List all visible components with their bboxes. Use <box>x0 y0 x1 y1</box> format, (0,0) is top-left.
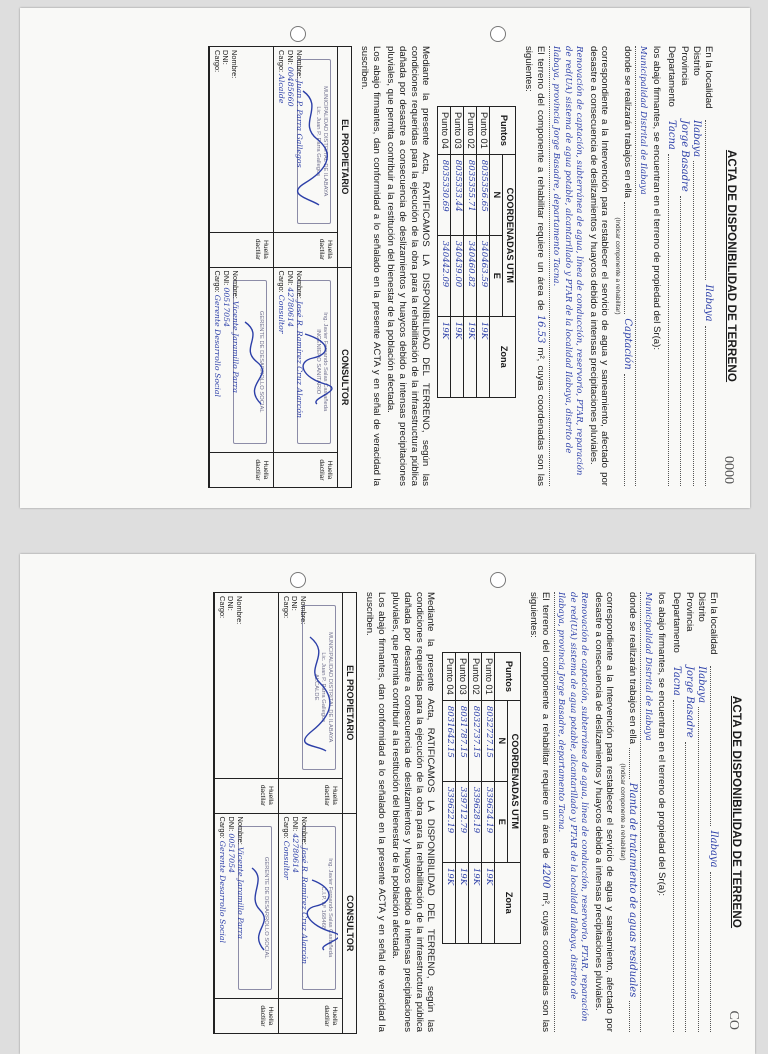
area-line <box>527 592 551 1032</box>
n-cell: 8031642.15 <box>443 700 456 781</box>
stamp-cip: C.I.P. Nº 168468 <box>320 886 327 930</box>
trabajos-line <box>626 592 638 1032</box>
stamp-municipalidad: MUNICIPALIDAD DISTRITAL DE ILABAYA <box>322 86 329 197</box>
table-row <box>469 653 482 944</box>
localidad-line <box>707 592 719 1032</box>
provincia-label: Provincia <box>678 46 690 86</box>
localidad-value: Ilabaya <box>707 830 719 868</box>
col-e: E <box>495 781 508 862</box>
punto-cell: Punto 02 <box>469 653 482 701</box>
trabajos-line <box>621 46 633 486</box>
n-cell: 8035330.69 <box>438 154 451 235</box>
departamento-line <box>665 46 677 486</box>
nombre-label: Nombre: <box>236 816 246 845</box>
zona-cell: 19K <box>477 316 490 397</box>
zona-cell: 19K <box>482 862 495 943</box>
acta-title: ACTA DE DISPONIBILIDAD DE TERRENO <box>725 149 737 383</box>
stamp-desarrollo: GERENTE DE DESARROLLO SOCIAL <box>263 856 270 959</box>
cargo-label: Cargo: <box>277 50 287 73</box>
departamento-label: Departamento <box>671 592 683 653</box>
componente-value: Captación <box>622 318 634 370</box>
propietario-value: Municipalidad Distrital de Ilabaya <box>640 592 652 1032</box>
coordinates-table <box>442 652 521 944</box>
owner-signature-box <box>278 593 342 813</box>
provincia-label: Provincia <box>683 592 695 632</box>
consultor-cargo: Consultor <box>277 294 287 334</box>
stamp-ingeniero-cargo: INGENIERO SANITARIO <box>315 329 322 395</box>
nombre-label: Nombre: <box>231 270 241 299</box>
huella-box: Huella dactilar <box>274 452 337 487</box>
distrito-line <box>690 46 702 486</box>
dni-label: DNI: <box>222 270 232 286</box>
acta-content <box>203 554 755 1054</box>
signature-table <box>213 592 357 1034</box>
area-pre: El terreno del componente a rehabilitar requiere un área de <box>535 46 547 311</box>
owner-column <box>214 593 356 814</box>
cargo-label: Cargo: <box>213 270 223 293</box>
localidad-line <box>702 46 714 486</box>
e-cell: 339624.19 <box>482 781 495 862</box>
consultor-nombre: José R. Ramírez Cruz Alarcón <box>300 846 310 965</box>
n-cell: 8035333.44 <box>451 154 464 235</box>
signature-scrawl <box>237 318 267 408</box>
departamento-line <box>670 592 682 1032</box>
descripcion-value: Renovación de captación, subterránea de agua, línea de conducción, reservorio, PTAR, reparación de red(UA) sistema de agua potable, alcantarillado y PTAR de la localidad Ilabaya, distrito de Ilabaya, provincia Jorge Basadre, departamento Tacna. <box>549 46 584 486</box>
consultor-dni: 42780614 <box>286 287 296 328</box>
signature-scrawl <box>242 864 272 954</box>
distrito-label: Distrito <box>695 592 707 622</box>
signature-scrawl <box>304 874 338 954</box>
punto-cell: Punto 01 <box>477 107 490 155</box>
owner-cargo: Alcalde <box>277 74 287 104</box>
area-pre: El terreno del componente a rehabilitar requiere un área de <box>540 592 552 859</box>
stamp-alcalde: Lic. Juan P. Parra Gallegos <box>320 652 327 723</box>
table-row <box>464 107 477 398</box>
table-row <box>451 107 464 398</box>
huella-box: Huella dactilar <box>210 452 273 487</box>
huella-box: Huella dactilar <box>279 998 342 1033</box>
acta-title: ACTA DE DISPONIBILIDAD DE TERRENO <box>730 695 742 929</box>
consultor-nombre: José R. Ramírez Cruz Alarcón <box>295 300 305 419</box>
table-row <box>438 107 451 398</box>
propietario-heading: EL PROPIETARIO <box>342 593 356 813</box>
col-coordenadas: COORDENADAS UTM <box>503 154 516 316</box>
cargo-label: Cargo: <box>212 50 222 73</box>
firmantes-text: los abajo firmantes, se encuentran en el terreno de propiedad del Sr(a): <box>656 592 668 896</box>
e-cell: 339712.79 <box>456 781 469 862</box>
cargo-label: Cargo: <box>282 816 292 839</box>
zona-cell: 19K <box>464 316 477 397</box>
abajo-text: Los abajo firmantes, dan conformidad a lo señalado en la presente ACTA y en señal de veracidad la suscriben. <box>363 592 387 1032</box>
rotated-page <box>20 554 755 1054</box>
zona-cell: 19K <box>443 862 456 943</box>
abajo-text: Los abajo firmantes, dan conformidad a lo señalado en la presente ACTA y en señal de veracidad la suscriben. <box>358 46 382 486</box>
cargo-label: Cargo: <box>281 596 291 619</box>
huella-box: Huella dactilar <box>215 998 278 1033</box>
table-row <box>477 107 490 398</box>
stamp-ingeniero: Ing. Javier Fernando Salas Castañeda <box>327 858 334 958</box>
area-post: m², cuyas coordenadas son las siguientes: <box>528 592 552 1032</box>
zona-cell: 19K <box>456 862 469 943</box>
n-cell: 8031787.15 <box>456 700 469 781</box>
acta-content <box>198 8 750 508</box>
dni-label: DNI: <box>286 270 296 286</box>
consultor-cargo: Consultor <box>282 840 292 880</box>
e-cell: 340460.82 <box>464 235 477 316</box>
distrito-value: Ilabaya <box>690 120 702 158</box>
social-cargo: Gerente Desarrollo Social <box>213 294 223 398</box>
e-cell: 340442.09 <box>438 235 451 316</box>
indicar-note: (Indicar componente a rehabilitar) <box>619 763 627 861</box>
departamento-value: Tacna <box>671 666 683 696</box>
punto-cell: Punto 03 <box>456 653 469 701</box>
col-coordenadas: COORDENADAS UTM <box>508 700 521 862</box>
consultor-column <box>209 268 351 488</box>
huella-box: Huella dactilar <box>274 232 337 267</box>
distrito-value: Ilabaya <box>695 666 707 704</box>
zona-cell: 19K <box>469 862 482 943</box>
col-zona: Zona <box>495 862 521 943</box>
e-cell: 339628.19 <box>469 781 482 862</box>
col-n: N <box>490 154 503 235</box>
dni-label: DNI: <box>227 816 237 832</box>
dni-label: DNI: <box>291 816 301 832</box>
distrito-label: Distrito <box>690 46 702 76</box>
huella-box: Huella dactilar <box>215 778 278 813</box>
e-cell: 340439.00 <box>451 235 464 316</box>
social-dni: 00517054 <box>227 833 237 874</box>
punto-cell: Punto 02 <box>464 107 477 155</box>
stamp-municipalidad: MUNICIPALIDAD DISTRITAL DE ILABAYA <box>327 632 334 743</box>
col-n: N <box>495 700 508 781</box>
descripcion-value: Renovación de captación, subterránea de agua, línea de conducción, reservorio, PTAR, reparación de red(UA) sistema de agua potable, alcantarillado y PTAR de la localidad Ilabaya, distrito de Ilabaya, provincia Jorge Basadre, departamento Tacna. <box>554 592 589 1032</box>
nombre-label: Nombre: <box>229 50 239 79</box>
propietario-value: Municipalidad Distrital de Ilabaya <box>635 46 647 486</box>
provincia-value: Jorge Basadre <box>683 666 695 738</box>
col-zona: Zona <box>490 316 516 397</box>
consultor-signature-box <box>273 268 337 488</box>
provincia-value: Jorge Basadre <box>678 120 690 192</box>
distrito-line <box>695 592 707 1032</box>
punto-cell: Punto 04 <box>443 653 456 701</box>
social-nombre: Vicente Jaramillo Parra <box>236 846 246 939</box>
dni-label: DNI: <box>226 596 236 611</box>
n-cell: 8035356.65 <box>477 154 490 235</box>
nombre-label: Nombre: <box>298 596 308 625</box>
area-post: m², cuyas coordenadas son las siguientes: <box>523 46 547 487</box>
localidad-value: Ilabaya <box>702 284 714 322</box>
folio-number: 0000 <box>721 456 736 484</box>
consultor-heading: CONSULTOR <box>337 268 351 488</box>
zona-cell: 19K <box>438 316 451 397</box>
dni-label: DNI: <box>286 50 296 65</box>
other-signature-box <box>214 593 278 813</box>
departamento-label: Departamento <box>666 46 678 107</box>
n-cell: 8032727.15 <box>482 700 495 781</box>
rotated-page <box>20 8 750 508</box>
social-nombre: Vicente Jaramillo Parra <box>231 300 241 393</box>
signature-scrawl <box>299 328 333 408</box>
nombre-label: Nombre: <box>295 50 305 79</box>
huella-box: Huella dactilar <box>210 232 273 267</box>
owner-column <box>209 47 351 268</box>
provincia-line <box>682 592 694 1032</box>
dni-label: DNI: <box>221 50 231 65</box>
localidad-label: En la localidad <box>707 592 719 655</box>
col-e: E <box>490 235 503 316</box>
coordinates-table <box>437 106 516 398</box>
mediante-text: Mediante la presente Acta, RATIFICAMOS LA DISPONIBILIDAD DEL TERRENO, según las condiciones requeridas para la ejecución de la obra para la rehabilitación de la infraestructura pública dañada por desastre a consecuencia de deslizamientos y huaycos debido a intensas precipitaciones pluviales, que permita contribuir a la restitución del bienestar de la población afectada. <box>390 592 437 1032</box>
punto-cell: Punto 01 <box>482 653 495 701</box>
area-line <box>522 46 546 486</box>
mediante-text: Mediante la presente Acta, RATIFICAMOS LA DISPONIBILIDAD DEL TERRENO, según las condiciones requeridas para la ejecución de la obra para la rehabilitación de la infraestructura pública dañada por desastre a consecuencia de deslizamientos y huaycos debido a intensas precipitaciones pluviales, que permita contribuir a la restitución del bienestar de la población afectada. <box>385 46 432 486</box>
area-value: 4200 <box>540 862 552 889</box>
area-value: 16.53 <box>535 314 547 344</box>
provincia-line <box>677 46 689 486</box>
table-row <box>482 653 495 944</box>
nombre-label: Nombre: <box>234 596 244 625</box>
col-puntos: Puntos <box>495 653 521 701</box>
firmantes-text: los abajo firmantes, se encuentran en el terreno de propiedad del Sr(a): <box>651 46 663 350</box>
huella-box: Huella dactilar <box>279 778 342 813</box>
departamento-value: Tacna <box>666 120 678 150</box>
punto-cell: Punto 03 <box>451 107 464 155</box>
stamp-alcalde: Lic. Juan P. Parra Gallegos <box>315 106 322 177</box>
n-cell: 8035355.71 <box>464 154 477 235</box>
acta-sheet-2 <box>20 554 755 1054</box>
indicar-note: (Indicar componente a rehabilitar) <box>614 217 622 315</box>
propietario-heading: EL PROPIETARIO <box>337 47 351 267</box>
social-cargo: Gerente Desarrollo Social <box>218 840 228 944</box>
trabajos-label: donde se realizarán trabajos en ella <box>627 592 639 745</box>
stamp-alcalde-cargo: ALCALDE <box>313 674 320 701</box>
acta-sheet-1 <box>20 8 750 508</box>
nombre-label: Nombre: <box>295 270 305 299</box>
cargo-label: Cargo: <box>277 270 287 293</box>
nombre-label: Nombre: <box>300 816 310 845</box>
table-row <box>456 653 469 944</box>
e-cell: 339622.19 <box>443 781 456 862</box>
owner-signature-box <box>273 47 337 267</box>
signature-table <box>208 46 352 488</box>
zona-cell: 19K <box>451 316 464 397</box>
intervencion-text: correspondiente a la Intervención para restablecer el servicio de agua y saneamiento, afectado por desastre a consecuencia de deslizamientos y huaycos debido a intensas precipitaciones pluviales. <box>592 592 616 1032</box>
componente-value: Planta de tratamiento de aguas residuales <box>627 782 639 998</box>
social-signature-box <box>209 268 273 488</box>
localidad-label: En la localidad <box>702 46 714 109</box>
cargo-label: Cargo: <box>217 596 227 619</box>
dni-label: DNI: <box>290 596 300 611</box>
owner-dni: 00485660 <box>286 66 296 107</box>
other-signature-box <box>209 47 273 267</box>
consultor-signature-box <box>278 814 342 1034</box>
social-signature-box <box>214 814 278 1034</box>
cargo-label: Cargo: <box>218 816 228 839</box>
stamp-ingeniero: Ing. Javier Fernando Salas Castañeda <box>322 312 329 412</box>
col-puntos: Puntos <box>490 107 516 155</box>
owner-nombre: Juan P. Parra Gallegos <box>295 80 305 168</box>
n-cell: 8032737.15 <box>469 700 482 781</box>
trabajos-label: donde se realizarán trabajos en ella <box>622 46 634 199</box>
e-cell: 340463.59 <box>477 235 490 316</box>
social-dni: 00517054 <box>222 287 232 328</box>
table-row <box>443 653 456 944</box>
consultor-column <box>214 814 356 1034</box>
consultor-heading: CONSULTOR <box>342 814 356 1034</box>
punto-cell: Punto 04 <box>438 107 451 155</box>
intervencion-text: correspondiente a la Intervención para restablecer el servicio de agua y saneamiento, afectado por desastre a consecuencia de deslizamientos y huaycos debido a intensas precipitaciones pluviales. <box>587 46 611 486</box>
folio-number: CO <box>726 1010 741 1030</box>
stamp-desarrollo: GERENTE DE DESARROLLO SOCIAL <box>258 310 265 413</box>
consultor-dni: 42780614 <box>291 833 301 874</box>
